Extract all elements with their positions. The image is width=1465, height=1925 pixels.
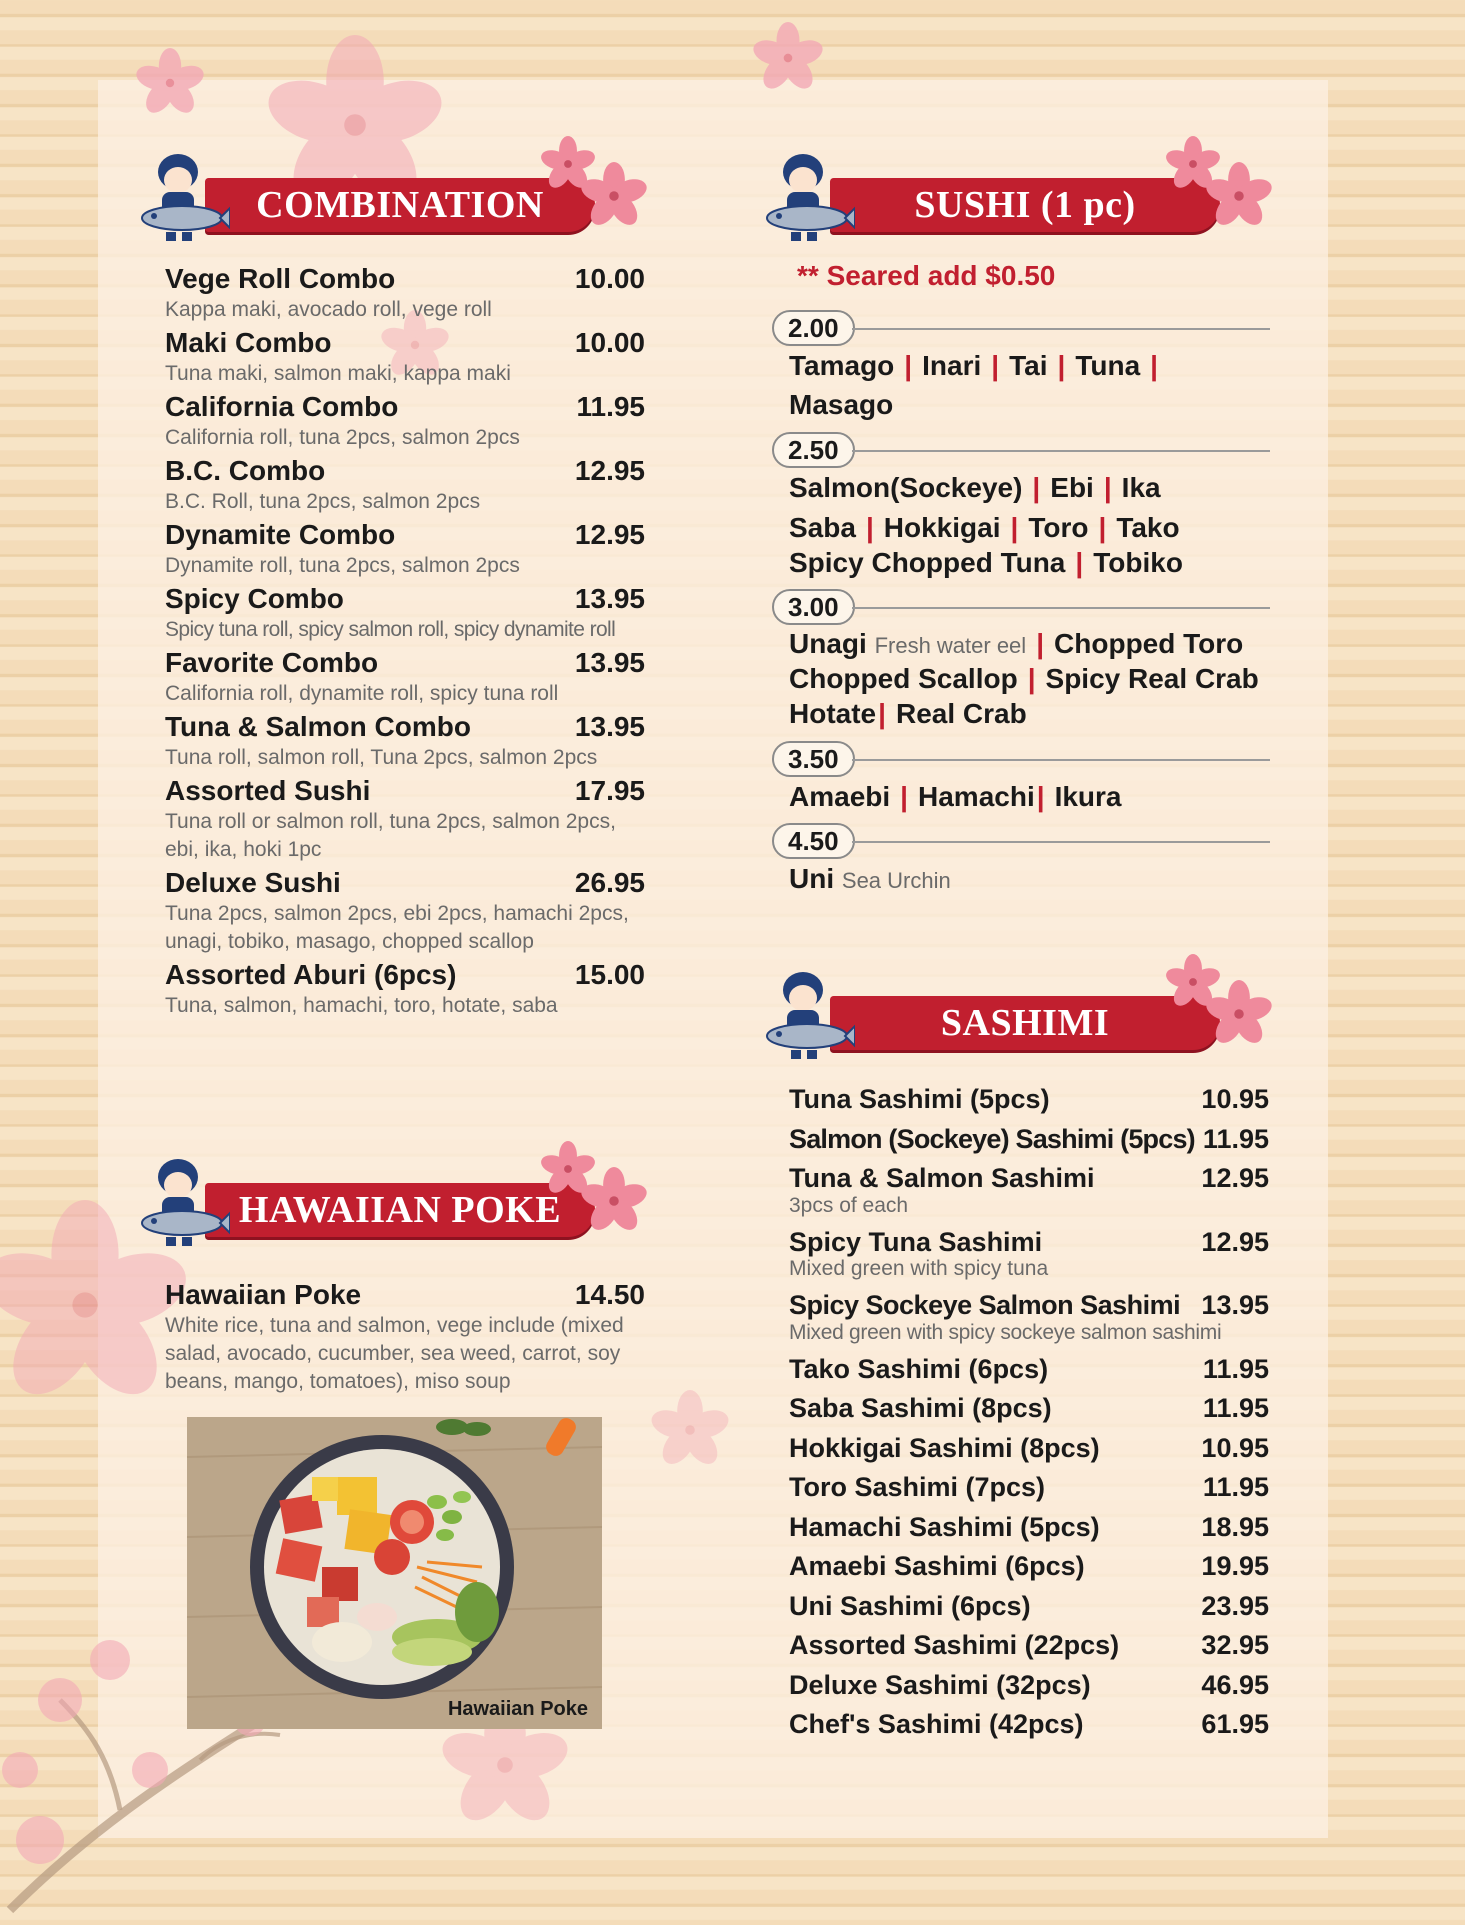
item-price: 12.95 — [1201, 1226, 1269, 1257]
item-price: 17.95 — [574, 775, 645, 806]
item-price: 13.95 — [574, 711, 645, 742]
sushi-chef-mascot-icon — [140, 1155, 230, 1247]
item-description: California roll, dynamite roll, spicy tuna roll — [165, 682, 559, 705]
price-tier — [772, 432, 1270, 468]
sushi-name: Saba — [789, 512, 856, 543]
item-name: Maki Combo — [165, 327, 332, 358]
item-name: Assorted Sushi — [165, 775, 371, 806]
combination-list — [165, 262, 645, 1020]
sushi-name: Ika — [1121, 472, 1161, 503]
menu-item — [789, 1587, 1269, 1627]
tier-divider — [852, 759, 1270, 761]
sushi-name: Hokkigai — [883, 512, 1001, 543]
sushi-name: Inari — [922, 350, 982, 381]
separator: | — [1036, 781, 1045, 812]
item-description: Tuna maki, salmon maki, kappa maki — [165, 362, 511, 385]
item-price: 23.95 — [1201, 1590, 1269, 1621]
menu-item — [165, 262, 645, 324]
sushi-line — [789, 863, 951, 895]
tier-divider — [852, 328, 1270, 330]
sushi-name: Amaebi — [789, 781, 891, 812]
menu-item — [789, 1350, 1269, 1390]
item-name: Tako Sashimi (6pcs) — [789, 1353, 1049, 1384]
sushi-line — [789, 781, 1122, 813]
separator: | — [1103, 472, 1112, 503]
separator: | — [1098, 512, 1107, 543]
separator: | — [991, 350, 1000, 381]
separator: | — [900, 781, 908, 812]
sashimi-title: SASHIMI — [830, 996, 1220, 1050]
item-price: 18.95 — [1201, 1511, 1269, 1542]
menu-item — [789, 1080, 1269, 1120]
combination-header — [140, 150, 650, 242]
item-description: Tuna roll or salmon roll, tuna 2pcs, salmon 2pcs, ebi, ika, hoki 1pc — [165, 810, 616, 861]
tier-divider — [852, 841, 1270, 843]
sushi-name: Ebi — [1050, 472, 1094, 503]
tier-price: 3.50 — [772, 741, 855, 777]
sushi-line — [789, 663, 1259, 695]
item-description: Dynamite roll, tuna 2pcs, salmon 2pcs — [165, 554, 520, 577]
sushi-name: Ikura — [1054, 781, 1122, 812]
sushi-name: Tuna — [1075, 350, 1141, 381]
sushi-line — [789, 698, 1027, 730]
separator: | — [865, 512, 874, 543]
separator: | — [1075, 547, 1084, 578]
menu-item — [165, 958, 645, 1020]
menu-item — [789, 1666, 1269, 1706]
item-description: California roll, tuna 2pcs, salmon 2pcs — [165, 426, 520, 449]
item-description: B.C. Roll, tuna 2pcs, salmon 2pcs — [165, 490, 481, 513]
item-description: Tuna roll, salmon roll, Tuna 2pcs, salmon 2pcs — [165, 746, 598, 769]
item-price: 46.95 — [1201, 1669, 1269, 1700]
sushi-name: Masago — [789, 389, 894, 420]
item-name: Amaebi Sashimi (6pcs) — [789, 1551, 1085, 1581]
tier-divider — [852, 607, 1270, 609]
cherry-blossom-icon — [1205, 162, 1273, 235]
item-name: Uni Sashimi (6pcs) — [789, 1590, 1031, 1621]
item-name: Spicy Tuna Sashimi — [789, 1226, 1043, 1257]
item-description: Tuna 2pcs, salmon 2pcs, ebi 2pcs, hamachi 2pcs, unagi, tobiko, masago, chopped scallop — [165, 902, 629, 953]
separator: | — [1010, 512, 1019, 543]
sushi-name: Chopped Scallop — [789, 663, 1018, 694]
item-price: 10.00 — [574, 263, 645, 294]
menu-item — [789, 1626, 1269, 1666]
item-name: Spicy Sockeye Salmon Sashimi — [789, 1290, 1181, 1320]
cherry-blossom-icon — [1205, 980, 1273, 1053]
price-tier — [772, 589, 1270, 625]
menu-item — [165, 646, 645, 708]
item-name: Spicy Combo — [165, 583, 344, 614]
sushi-header — [765, 150, 1275, 242]
item-name: Vege Roll Combo — [165, 263, 396, 294]
item-price: 61.95 — [1201, 1709, 1269, 1739]
sushi-line — [789, 472, 1161, 504]
photo-caption: Hawaiian Poke — [447, 1698, 588, 1720]
sushi-title: SUSHI (1 pc) — [830, 178, 1220, 232]
menu-item — [165, 710, 645, 772]
separator: | — [1057, 350, 1066, 381]
item-price: 32.95 — [1201, 1630, 1269, 1660]
item-name: Chef's Sashimi (42pcs) — [789, 1709, 1084, 1739]
cherry-blossom-icon — [580, 1167, 648, 1240]
item-name: Deluxe Sashimi (32pcs) — [789, 1669, 1091, 1700]
tier-price: 3.00 — [772, 589, 855, 625]
menu-item — [165, 582, 645, 644]
item-price: 11.95 — [1202, 1353, 1269, 1384]
item-description: Kappa maki, avocado roll, vege roll — [165, 298, 492, 321]
item-description: 3pcs of each — [789, 1193, 909, 1217]
item-price: 11.95 — [1202, 1123, 1269, 1154]
menu-item — [789, 1705, 1269, 1745]
menu-item — [165, 866, 645, 956]
price-tier — [772, 310, 1270, 346]
item-name: Salmon (Sockeye) Sashimi (5pcs) — [789, 1123, 1195, 1154]
sushi-name: Hamachi — [918, 781, 1035, 812]
menu-item — [165, 774, 645, 864]
tier-price: 2.50 — [772, 432, 855, 468]
item-price: 13.95 — [574, 583, 645, 614]
item-name: Tuna & Salmon Sashimi — [789, 1163, 1095, 1193]
item-name: Hokkigai Sashimi (8pcs) — [789, 1432, 1100, 1463]
menu-item — [789, 1468, 1269, 1508]
item-name: Dynamite Combo — [165, 519, 396, 550]
item-price: 15.00 — [574, 959, 645, 990]
sushi-line — [789, 512, 1180, 544]
item-name: Favorite Combo — [165, 647, 379, 678]
sushi-name: Real Crab — [895, 698, 1027, 729]
item-price: 26.95 — [574, 867, 645, 898]
menu-item — [165, 390, 645, 452]
item-name: Hamachi Sashimi (5pcs) — [789, 1511, 1100, 1542]
separator: | — [1032, 472, 1041, 503]
sushi-chef-mascot-icon — [765, 968, 855, 1060]
menu-item — [789, 1508, 1269, 1548]
menu-item — [789, 1547, 1269, 1587]
item-description: Mixed green with spicy sockeye salmon sashimi — [789, 1320, 1222, 1344]
cherry-blossom-icon — [135, 48, 205, 118]
sushi-name: Toro — [1028, 512, 1089, 543]
price-tier — [772, 823, 1270, 859]
sushi-name: Unagi — [789, 628, 867, 659]
sushi-name: Chopped Toro — [1054, 628, 1244, 659]
sushi-line — [789, 389, 893, 421]
item-price: 12.95 — [1201, 1163, 1269, 1193]
sushi-name: Tamago — [789, 350, 895, 381]
sushi-name: Tai — [1009, 350, 1048, 381]
item-price: 12.95 — [574, 519, 645, 550]
item-price: 11.95 — [1202, 1472, 1269, 1502]
price-tier — [772, 741, 1270, 777]
item-name: Assorted Sashimi (22pcs) — [789, 1630, 1120, 1660]
poke-title: HAWAIIAN POKE — [205, 1183, 595, 1237]
tier-price: 2.00 — [772, 310, 855, 346]
sushi-note: Fresh water eel — [874, 633, 1027, 658]
sashimi-list — [789, 1080, 1269, 1745]
item-price: 19.95 — [1201, 1551, 1269, 1581]
item-description: Mixed green with spicy tuna — [789, 1257, 1049, 1280]
item-name: Assorted Aburi (6pcs) — [165, 959, 457, 990]
sushi-name: Salmon(Sockeye) — [789, 472, 1023, 503]
sushi-name: Uni — [789, 863, 835, 894]
sushi-note: Sea Urchin — [841, 868, 951, 893]
menu-item — [789, 1389, 1269, 1429]
separator: | — [1036, 628, 1045, 659]
item-price: 11.95 — [1202, 1393, 1269, 1423]
item-name: B.C. Combo — [165, 455, 326, 486]
item-price: 10.00 — [574, 327, 645, 358]
item-price: 13.95 — [1201, 1290, 1269, 1320]
separator: | — [1150, 350, 1158, 381]
item-price: 10.95 — [1201, 1084, 1269, 1114]
cherry-blossom-icon — [752, 22, 824, 94]
separator: | — [878, 698, 886, 729]
item-name: California Combo — [165, 391, 399, 422]
item-name: Tuna & Salmon Combo — [165, 711, 471, 742]
item-name: Hawaiian Poke — [165, 1279, 362, 1310]
sushi-name: Spicy Real Crab — [1045, 663, 1259, 694]
sushi-name: Tobiko — [1093, 547, 1183, 578]
item-name: Toro Sashimi (7pcs) — [789, 1472, 1046, 1502]
sushi-chef-mascot-icon — [765, 150, 855, 242]
separator: | — [904, 350, 913, 381]
cherry-blossom-icon — [650, 1390, 730, 1470]
poke-bowl-photo — [187, 1417, 602, 1729]
item-price: 10.95 — [1201, 1432, 1269, 1463]
sushi-chef-mascot-icon — [140, 150, 230, 242]
item-description: White rice, tuna and salmon, vege include (mixed salad, avocado, cucumber, sea weed, carrot, soy beans, mango, tomatoes), miso soup — [165, 1314, 624, 1393]
sushi-line — [789, 547, 1183, 579]
item-price: 12.95 — [574, 455, 645, 486]
sushi-line — [789, 350, 1168, 382]
sushi-name: Spicy Chopped Tuna — [789, 547, 1066, 578]
item-price: 11.95 — [576, 391, 645, 422]
sushi-line — [789, 628, 1243, 660]
item-description: Tuna, salmon, hamachi, toro, hotate, saba — [165, 994, 558, 1017]
combination-title: COMBINATION — [205, 178, 595, 232]
item-name: Tuna Sashimi (5pcs) — [789, 1084, 1050, 1114]
menu-item — [789, 1429, 1269, 1469]
item-description: Spicy tuna roll, spicy salmon roll, spicy dynamite roll — [165, 618, 616, 641]
item-price: 14.50 — [574, 1279, 645, 1310]
tier-price: 4.50 — [772, 823, 855, 859]
item-name: Deluxe Sushi — [165, 867, 341, 898]
menu-item — [165, 518, 645, 580]
menu-item — [165, 326, 645, 388]
poke-item — [165, 1278, 645, 1396]
sushi-name: Tako — [1116, 512, 1180, 543]
separator: | — [1027, 663, 1036, 694]
sushi-name: Hotate — [789, 698, 877, 729]
menu-item — [165, 454, 645, 516]
menu-item — [789, 1120, 1269, 1160]
item-name: Saba Sashimi (8pcs) — [789, 1393, 1052, 1423]
tier-divider — [852, 450, 1270, 452]
sashimi-header — [765, 968, 1275, 1060]
seared-note: ** Seared add $0.50 — [797, 260, 1056, 291]
cherry-blossom-icon — [580, 162, 648, 235]
item-price: 13.95 — [574, 647, 645, 678]
poke-header — [140, 1155, 650, 1247]
